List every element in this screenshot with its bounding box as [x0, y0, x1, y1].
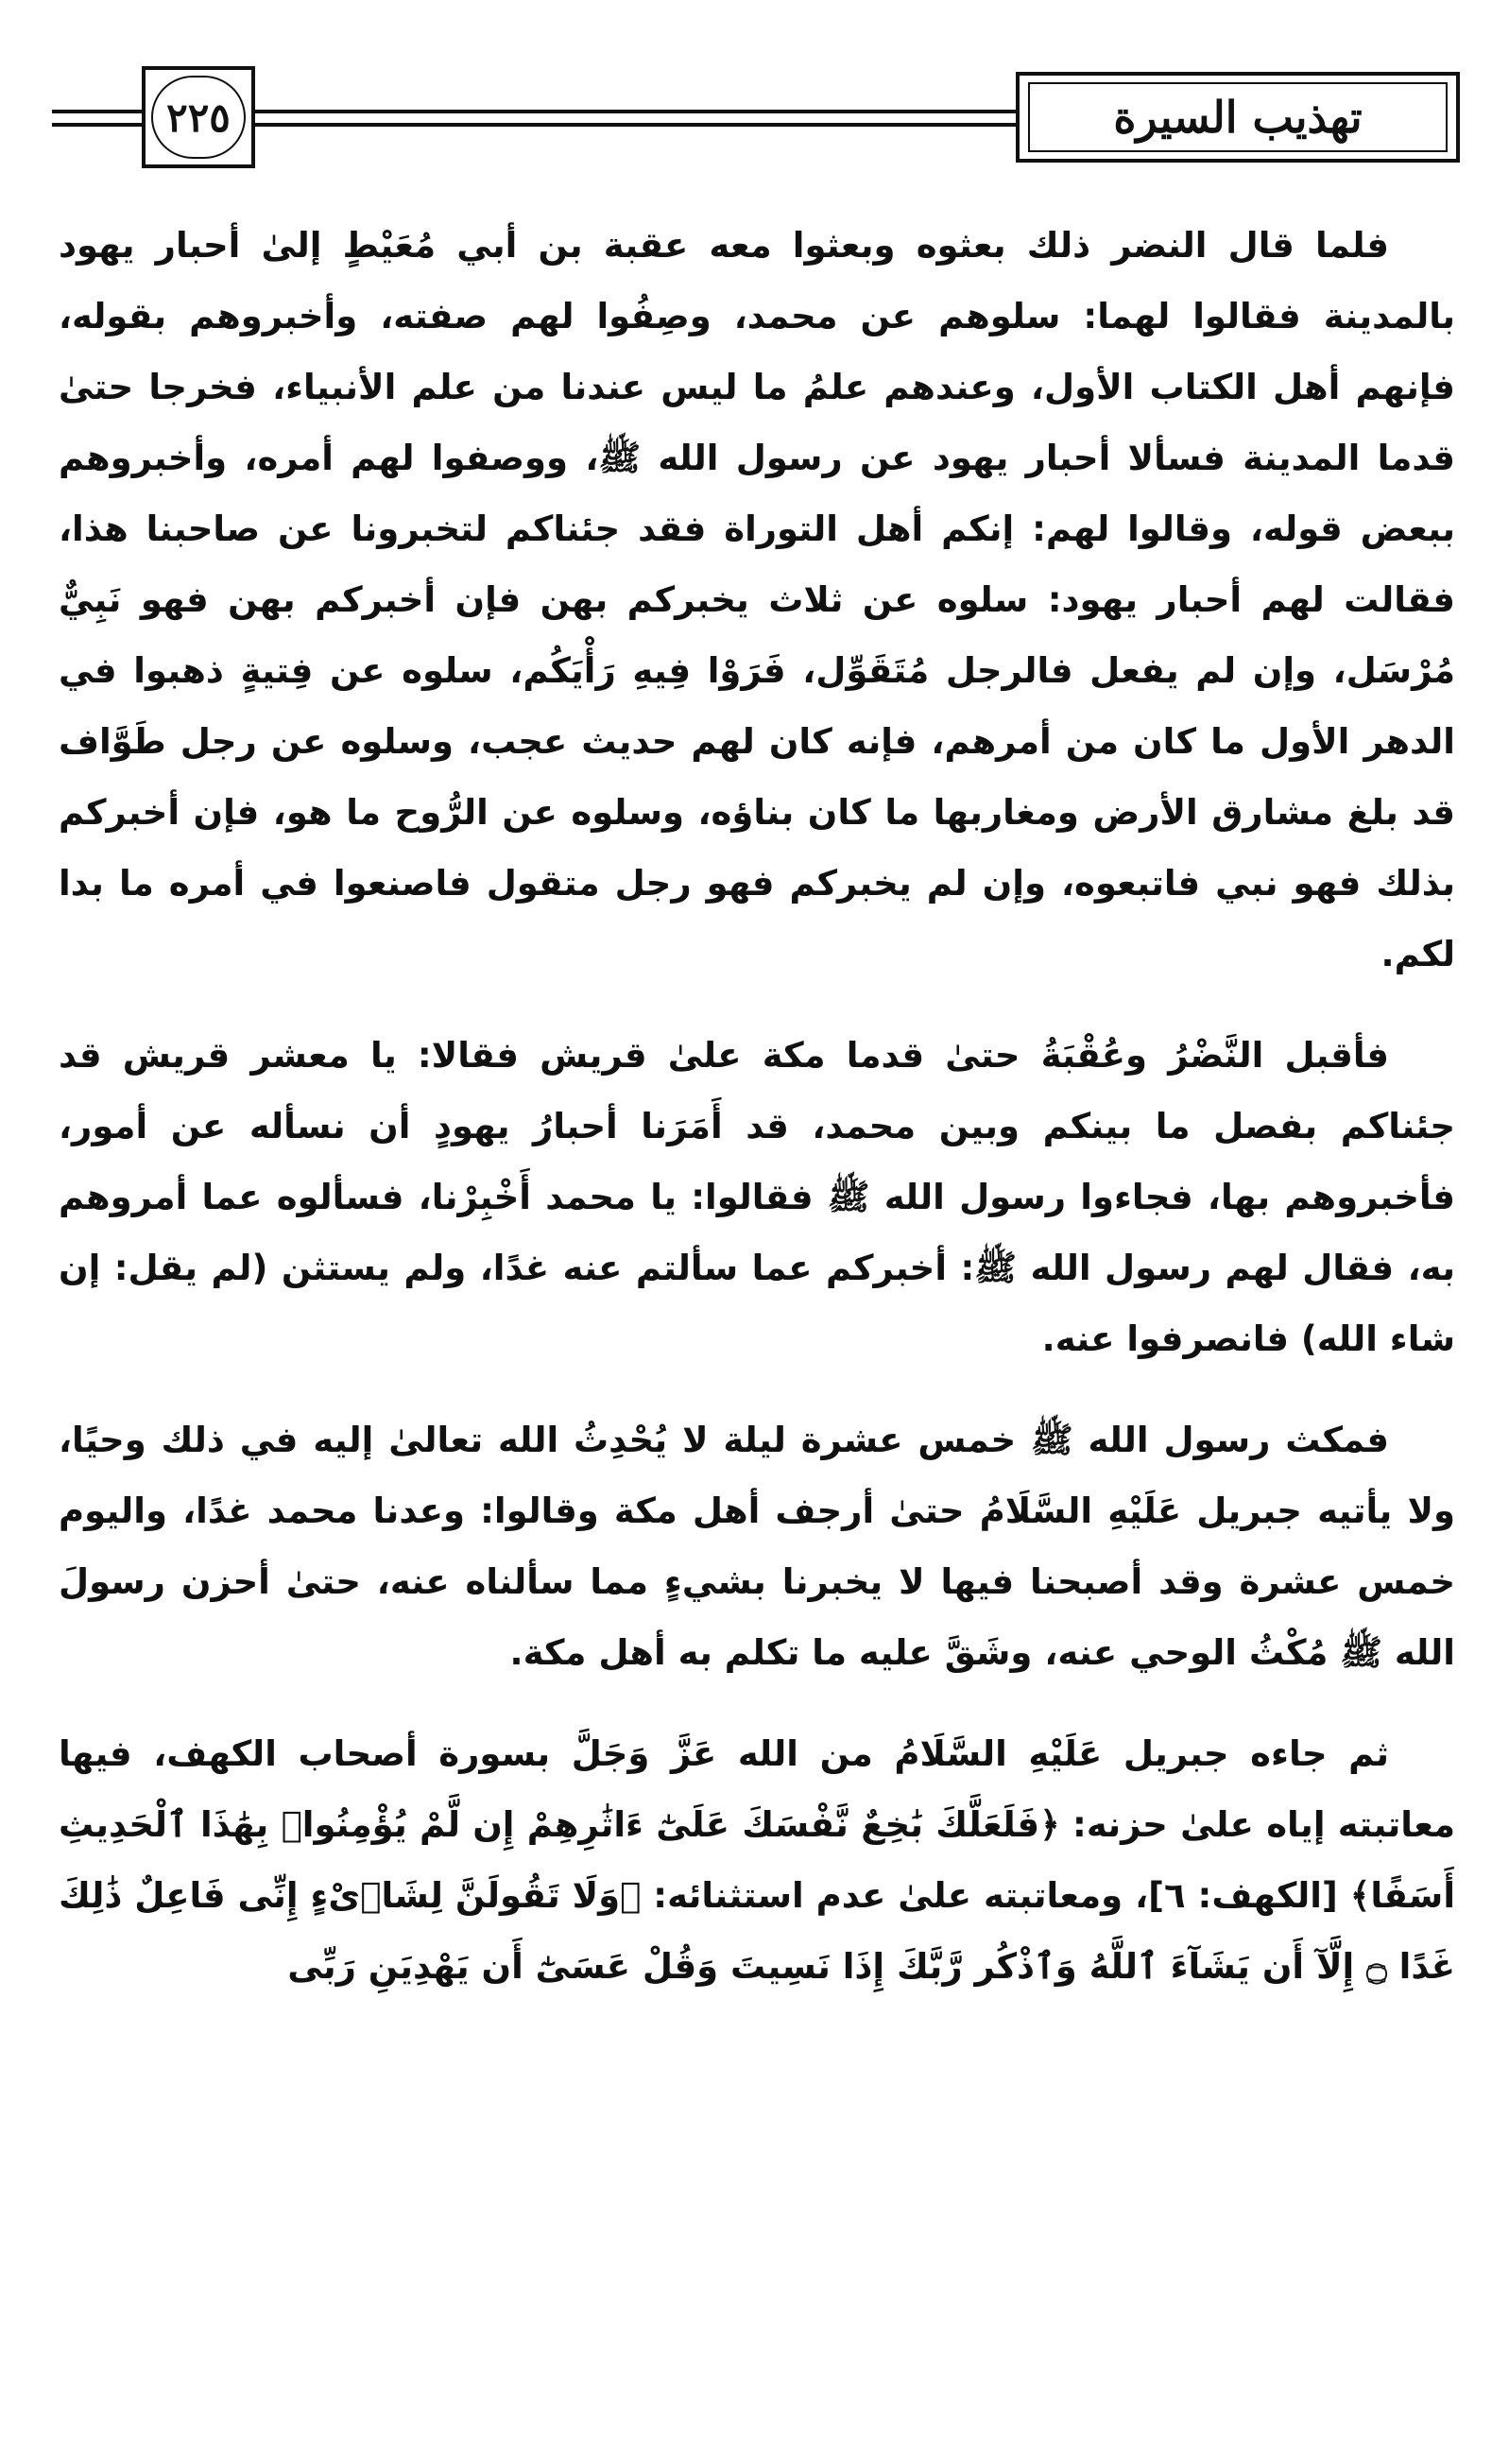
paragraph-4: ثم جاءه جبريل عَلَيْهِ السَّلَامُ من الله عَزَّ وَجَلَّ بسورة أصحاب الكهف، فيها معاتبته إياه علىٰ حزنه: ﴿فَلَعَلَّكَ بَٰخِعٌ نَّفْسَكَ عَلَىٰٓ ءَاثَٰرِهِمْ إِن لَّمْ يُؤْمِنُوا۟ بِهَٰذَا ٱلْحَدِيثِ أَسَفًا﴾ [الكهف: ٦]، ومعاتبته علىٰ عدم استثنائه: ﴿وَلَا تَقُولَنَّ لِشَا۟ىْءٍ إِنِّى فَاعِلٌ ذَٰلِكَ غَدًا ۝ إِلَّآ أَن يَشَآءَ ٱللَّهُ وَٱذْكُر رَّبَّكَ إِذَا نَسِيتَ وَقُلْ عَسَىٰٓ أَن يَهْدِيَنِ رَبِّى [59, 1733, 1455, 1987]
paragraph-2: فأقبل النَّضْرُ وعُقْبَةُ حتىٰ قدما مكة علىٰ قريش فقالا: يا معشر قريش قد جئناكم بفصل ما بينكم وبين محمد، قد أَمَرَنا أحبارُ يهودٍ أن نسأله عن أمور، فأخبروهم بها، فجاءوا رسول الله ﷺ فقالوا: يا محمد أَخْبِرْنا، فسألوه عما أمروهم به، فقال لهم رسول الله ﷺ: أخبركم عما سألتم عنه غدًا، ولم يستثن (لم يقل: إن شاء الله) فانصرفوا عنه. [59, 1035, 1455, 1359]
book-title-frame [1016, 72, 1460, 163]
page-number-frame [142, 66, 255, 168]
header-rule-left-bottom [52, 123, 146, 127]
book-title: تهذيب السيرة [1028, 82, 1448, 152]
header-rule-middle-bottom [213, 123, 1016, 127]
page-header [52, 66, 1460, 180]
paragraph-3: فمكث رسول الله ﷺ خمس عشرة ليلة لا يُحْدِثُ الله تعالىٰ إليه في ذلك وحيًا، ولا يأتيه جبريل عَلَيْهِ السَّلَامُ حتىٰ أرجف أهل مكة وقالوا: وعدنا محمد غدًا، واليوم خمس عشرة وقد أصبحنا فيها لا يخبرنا بشيءٍ مما سألناه عنه، حتىٰ أحزن رسولَ الله ﷺ مُكْثُ الوحي عنه، وشَقَّ عليه ما تكلم به أهل مكة. [59, 1420, 1455, 1673]
paragraph-1: فلما قال النضر ذلك بعثوه وبعثوا معه عقبة بن أبي مُعَيْطٍ إلىٰ أحبار يهود بالمدينة فقالوا لهما: سلوهم عن محمد، وصِفُوا لهم صفته، وأخبروهم بقوله، فإنهم أهل الكتاب الأول، وعندهم علمُ ما ليس عندنا من علم الأنبياء، فخرجا حتىٰ قدما المدينة فسألا أحبار يهود عن رسول الله ﷺ، ووصفوا لهم أمره، وأخبروهم ببعض قوله، وقالوا لهم: إنكم أهل التوراة فقد جئناكم لتخبرونا عن صاحبنا هذا، فقالت لهم أحبار يهود: سلوه عن ثلاث يخبركم بهن فإن أخبركم بهن فهو نَبِيٌّ مُرْسَل، وإن لم يفعل فالرجل مُتَقَوِّل، فَرَوْا فِيهِ رَأْيَكُم، سلوه عن فِتيةٍ ذهبوا في الدهر الأول ما كان من أمرهم، فإنه كان لهم حديث عجب، وسلوه عن رجل طَوَّاف قد بلغ مشارق الأرض ومغاربها ما كان بناؤه، وسلوه عن الرُّوح ما هو، فإن أخبركم بذلك فهو نبي فاتبعوه، وإن لم يخبركم فهو رجل متقول فاصنعوا في أمره ما بدا لكم. [59, 225, 1455, 974]
page-number: ٢٢٥ [151, 76, 246, 159]
header-rule-middle-top [213, 110, 1016, 113]
header-rule-left-top [52, 110, 146, 113]
page-body [59, 210, 1455, 2002]
